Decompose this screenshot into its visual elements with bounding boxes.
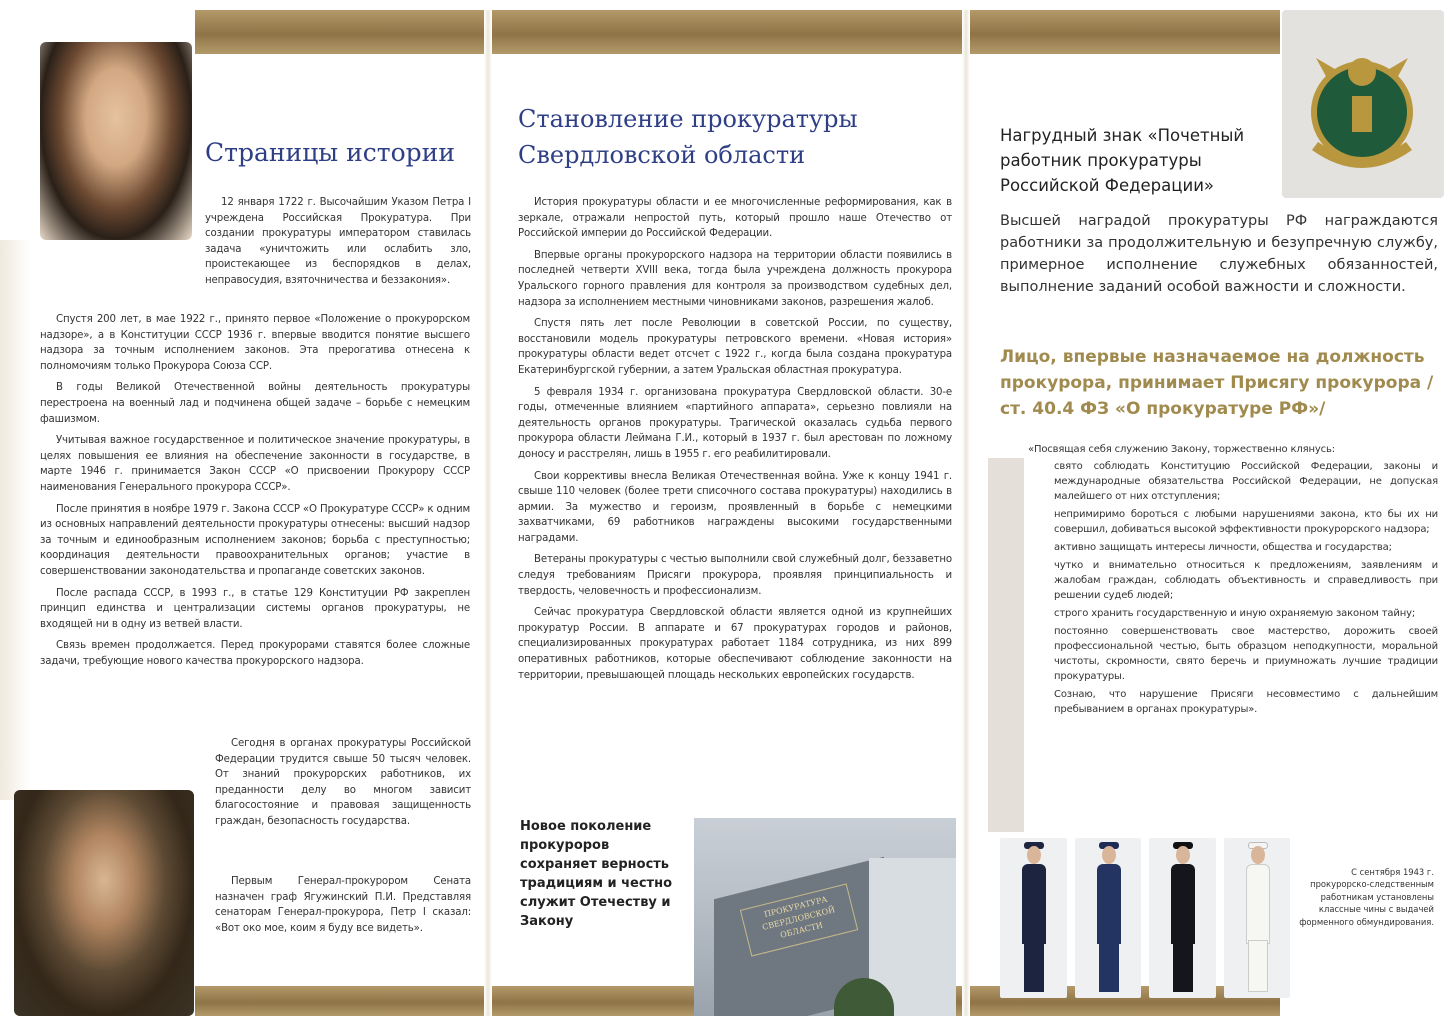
portrait-peter-i [40, 42, 192, 240]
oath-item: чутко и внимательно относиться к предложениям, заявлениям и жалобам граждан, соблюдать объективность и справедливость при решении судеб людей; [1054, 560, 1438, 601]
uniform-figure [1000, 838, 1067, 998]
oath-text [1028, 442, 1438, 720]
oath-item: активно защищать интересы личности, общества и государства; [1054, 542, 1392, 553]
history-paragraph: Спустя 200 лет, в мае 1922 г., принято первое «Положение о прокурорском надзоре», а в Конституции СССР 1936 г. впервые вводится понятие высшего надзора за точным исполнением законов. Эта прерогатива отнесена к полномочиям только Прокурора Союза ССР. [40, 314, 470, 372]
sverdlovsk-paragraph: История прокуратуры области и ее многочисленные реформирования, как в зеркале, отражали непростой путь, который прошло наше Отечество от Российской империи до Российской Федерации. [518, 197, 952, 240]
sverdlovsk-paragraph: Свои коррективы внесла Великая Отечественная война. Уже к концу 1941 г. свыше 110 человек (более трети списочного состава прокуратуры) находились в армии. За мужество и героизм, проявленный в борьбе с немецкими захватчиками, 69 работников награждены высокими государственными наградами. [518, 470, 952, 544]
first-prosecutor-block [215, 874, 471, 942]
new-generation-caption: Новое поколение прокуроров сохраняет верность традициям и честно служит Отечеству и Закону [520, 819, 672, 929]
oath-item: Сознаю, что нарушение Присяги несовместимо с дальнейшим пребыванием в органах прокуратуры». [1054, 689, 1438, 715]
uniform-figure [1075, 838, 1142, 998]
left-edge-shade [0, 240, 30, 800]
uniform-figure [1149, 838, 1216, 998]
sverdlovsk-title: Становление прокуратуры Свердловской области [518, 105, 858, 169]
uniforms-photo [1000, 838, 1290, 998]
oath-intro: «Посвящая себя служению Закону, торжественно клянусь: [1028, 444, 1335, 455]
history-paragraph: Связь времен продолжается. Перед прокурорами ставятся более сложные задачи, требующие нового качества прокурорского надзора. [40, 640, 470, 667]
sverdlovsk-paragraphs [518, 195, 952, 689]
history-paragraph: В годы Великой Отечественной войны деятельность прокуратуры перестроена на военный лад и подчинена общей задаче – борьбе с немецким фашизмом. [40, 382, 470, 425]
history-paragraph: После принятия в ноябре 1979 г. Закона СССР «О Прокуратуре СССР» к одним из основных направлений деятельности прокуратуры отнесены: высший надзор за точным и единообразным исполнением законов; борьба с преступностью; координация деятельности правоохранительных органов; участие в совершенствовании законодательства и пропаганде советских законов. [40, 503, 470, 577]
history-intro-text: 12 января 1722 г. Высочайшим Указом Петра I учреждена Российская Прокуратура. При создании прокуратуры императором ставилась задача «уничтожить или ослабить зло, проистекающее из беспорядков в делах, неправосудия, взяточничества и беззакония». [205, 197, 471, 286]
fold-line-right [962, 10, 970, 1016]
building-photo [694, 818, 956, 1016]
today-block [215, 736, 471, 836]
prosecutor-badge-icon [1282, 10, 1444, 198]
first-prosecutor-text: Первым Генерал-прокурором Сената назначен граф Ягужинский П.И. Представляя сенаторам Генерал-прокурора, Петр I сказал: «Вот око мое, коим я буду все видеть». [215, 876, 471, 934]
oath-item: постоянно совершенствовать свое мастерство, дорожить своей профессиональной честью, быть образцом неподкупности, моральной чистоты, скромности, свято беречь и приумножать лучшие традиции прокуратуры. [1054, 626, 1438, 682]
sverdlovsk-paragraph: Впервые органы прокурорского надзора на территории области появились в последней четверти XVIII века, тогда была учреждена должность прокурора Уральского горного правления для контроля за производством судебных дел, надзора за исполнением местными чиновниками законов, разрешения жалоб. [518, 249, 952, 308]
uniform-figure [1224, 838, 1291, 998]
uniform-caption: С сентября 1943 г. прокурорско-следственным работникам установлены классные чины с выдачей форменного обмундирования. [1299, 867, 1434, 927]
sverdlovsk-paragraph: 5 февраля 1934 г. организована прокуратура Свердловской области. 30-е годы, отмеченные влиянием «партийного аппарата», серьезно повлияли на деятельность органов прокуратуры. Трагической оказалась судьба первого прокурора области Леймана Г.И., который в 1937 г. был арестован по ложному доносу и расстрелян, лишь в 1955 г. его реабилитировали. [518, 386, 952, 460]
top-gold-band [195, 10, 1280, 54]
oath-item: строго хранить государственную и иную охраняемую законом тайну; [1054, 608, 1416, 619]
history-paragraph: Учитывая важное государственное и политическое значение прокуратуры, в целях повышения ее влияния на обеспечение законности в государстве, в марте 1946 г. принимается Закон СССР «О присвоении Прокурору СССР наименования Генерального прокурора СССР». [40, 435, 470, 493]
badge-description: Высшей наградой прокуратуры РФ награждаются работники за продолжительную и безупречную службу, примерное исполнение служебных обязанностей, выполнение заданий особой важности и сложности. [1000, 213, 1438, 295]
history-title: Страницы истории [205, 138, 455, 167]
badge-title: Нагрудный знак «Почетный работник прокуратуры Российской Федерации» [1000, 126, 1245, 195]
portrait-yaguzhinsky [14, 790, 194, 1016]
sverdlovsk-paragraph: Спустя пять лет после Революции в советской России, по существу, восстановили модель прокуратуры петровского времени. «Новая история» прокуратуры области ведет отсчет с 1922 г., когда была создана прокуратура Екатеринбургской губернии, а затем Уральская областная прокуратура. [518, 318, 952, 376]
fold-line-left [484, 10, 492, 1016]
sverdlovsk-paragraph: Сейчас прокуратура Свердловской области является одной из крупнейших прокуратур России. В аппарате и 67 прокуратурах городов и районов, специализированных прокуратурах работает 1184 сотрудника, из них 899 оперативных работников, которые обеспечивают соблюдение законности на территории, превышающей площадь нескольких европейских государств. [518, 607, 952, 681]
oath-title: Лицо, впервые назначаемое на должность прокурора, принимает Присягу прокурора /ст. 40.4 ФЗ «О прокуратуре РФ»/ [1000, 347, 1434, 419]
history-paragraphs [40, 312, 470, 675]
oath-item: свято соблюдать Конституцию Российской Федерации, законы и международные обязательства Российской Федерации, не допуская малейшего от них отступления; [1054, 461, 1438, 502]
history-paragraph: После распада СССР, в 1993 г., в статье 129 Конституции РФ закреплен принцип единства и централизации системы органов прокуратуры, не входящей ни в одну из ветвей власти. [40, 587, 470, 630]
today-text: Сегодня в органах прокуратуры Российской Федерации трудится свыше 50 тысяч человек. От знаний прокурорских работников, их преданности делу во многом зависит благосостояние и правовая защищенность граждан, безопасность государства. [215, 738, 471, 827]
oath-side-bar [988, 458, 1024, 832]
building-sign: ПРОКУРАТУРА СВЕРДЛОВСКОЙ ОБЛАСТИ [740, 883, 858, 956]
oath-item: непримиримо бороться с любыми нарушениями закона, кто бы их ни совершил, добиваться высокой эффективности прокурорского надзора; [1054, 509, 1438, 535]
history-intro [205, 195, 471, 295]
sverdlovsk-paragraph: Ветераны прокуратуры с честью выполнили свой служебный долг, беззаветно следуя требованиям Присяги прокурора, проявляя принципиальность и твердость, человечность и профессионализм. [518, 554, 952, 597]
